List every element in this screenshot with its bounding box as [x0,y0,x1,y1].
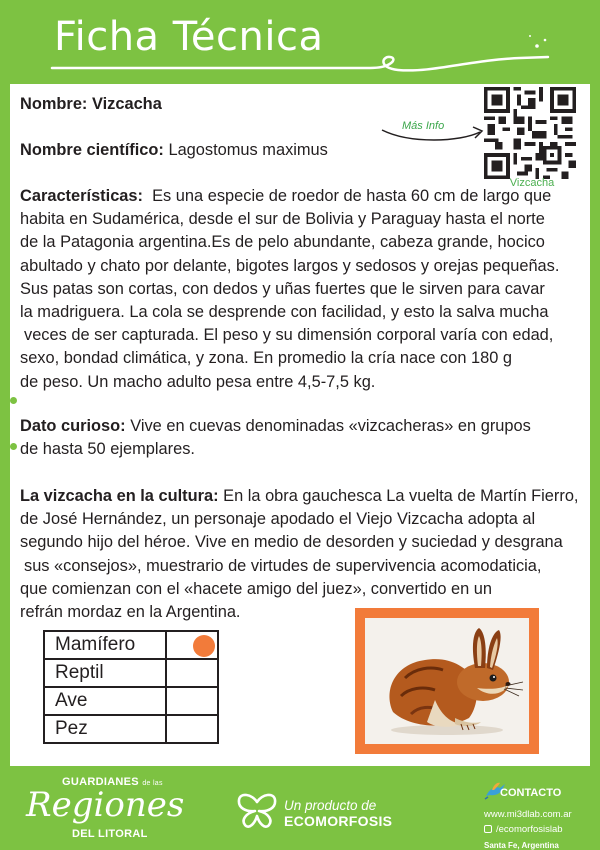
selected-mark-icon [193,635,215,657]
page-title: Ficha Técnica [54,14,324,60]
class-mark-cell[interactable] [166,659,218,687]
class-label: Pez [44,715,166,743]
common-name [20,93,162,116]
class-mark-cell[interactable] [166,687,218,715]
characteristics-line: la madriguera. La cola se desprende con facilidad, y esto la salva mucha [20,303,549,322]
class-label: Mamífero [44,631,166,659]
qr-code-icon[interactable] [484,87,576,179]
contact-website[interactable]: www.mi3dlab.com.ar [484,809,572,820]
characteristics-line: Sus patas son cortas, con dedos y uñas fuertes que le sirven para cavar [20,279,545,298]
characteristics-line: veces de ser capturada. El peso y su dimensión corporal varía con edad, [24,326,554,345]
butterfly-icon [236,792,278,830]
instagram-icon [484,825,492,833]
culture-line: sus «consejos», muestrario de virtudes de supervivencia acomodaticia, [24,556,542,575]
class-label: Reptil [44,659,166,687]
classification-table [43,630,219,744]
characteristics-line: sexo, bondad climática, y zona. En promedio la cría nace con 180 g [20,349,513,368]
fact-label: Dato curioso: [20,417,126,435]
del-litoral-text: DEL LITORAL [72,828,148,840]
vizcacha-photo [365,618,529,744]
culture-line: de José Hernández, un personaje apodado el Viejo Vizcacha adopta al [20,510,536,529]
qr-caption: Vizcacha [509,177,555,189]
culture-section [20,485,592,624]
culture-label: La vizcacha en la cultura: [20,487,219,505]
culture-line: segundo hijo del héroe. Vive en medio de desorden y suciedad y desgrana [20,533,563,552]
name-value: Vizcacha [91,95,162,113]
left-border [0,0,10,850]
scientific-value: Lagostomus maximus [168,141,328,159]
class-label: Ave [44,687,166,715]
bullet-dot [10,397,17,404]
characteristics-line: de la Patagonia argentina.Es de pelo abundante, cabeza grande, hocico [20,233,545,252]
guardianes-logo [20,772,185,846]
right-border [590,0,600,850]
characteristics-line: habita en Sudamérica, desde el sur de Bolivia y Paraguay hasta el norte [20,210,545,229]
footer-band [0,766,600,850]
characteristics-line: abultado y chato por delante, bigotes largos y sedosos y orejas pequeñas. [20,256,560,275]
fact-line: Dato curioso: Vive en cuevas denominadas «vizcacheras» en grupos [20,417,531,435]
table-row [44,687,218,715]
contact-instagram[interactable]: /ecomorfosislab [484,824,563,835]
rabbit-illustration [365,618,529,744]
table-row [44,631,218,659]
culture-line: refrán mordaz en la Argentina. [20,603,241,622]
name-label: Nombre: [20,95,88,113]
header-band [0,0,600,84]
producto-ecomorfosis: Un producto de ECOMORFOSIS [284,798,393,829]
guardianes-text: GUARDIANES de las [62,776,163,788]
title-underline [0,0,600,84]
characteristics-section [20,185,592,394]
table-row [44,659,218,687]
characteristics-label: Características: [20,187,144,205]
regiones-text: Regiones [26,785,185,825]
content-panel [10,84,590,766]
culture-line: que comienzan con el «hacete amigo del juez», convertido en un [20,579,492,598]
table-row [44,715,218,743]
characteristics-line: de peso. Un macho adulto pesa entre 4,5-7,5 kg. [20,372,376,391]
more-info-label: Más Info [402,120,445,132]
class-mark-cell[interactable] [166,631,218,659]
culture-line: La vizcacha en la cultura: En la obra gauchesca La vuelta de Martín Fierro, [20,487,579,505]
characteristics-line: Características: Es una especie de roedor de hasta 60 cm de largo que [20,187,552,205]
curious-fact-section [20,415,560,461]
fact-line: de hasta 50 ejemplares. [20,440,195,459]
contact-title: CONTACTO [500,787,562,799]
bullet-dot [10,443,17,450]
class-mark-cell[interactable] [166,715,218,743]
scientific-name [20,139,328,162]
photo-frame [355,608,539,754]
contact-location: Santa Fe, Argentina [484,841,559,850]
scientific-label: Nombre científico: [20,141,164,159]
